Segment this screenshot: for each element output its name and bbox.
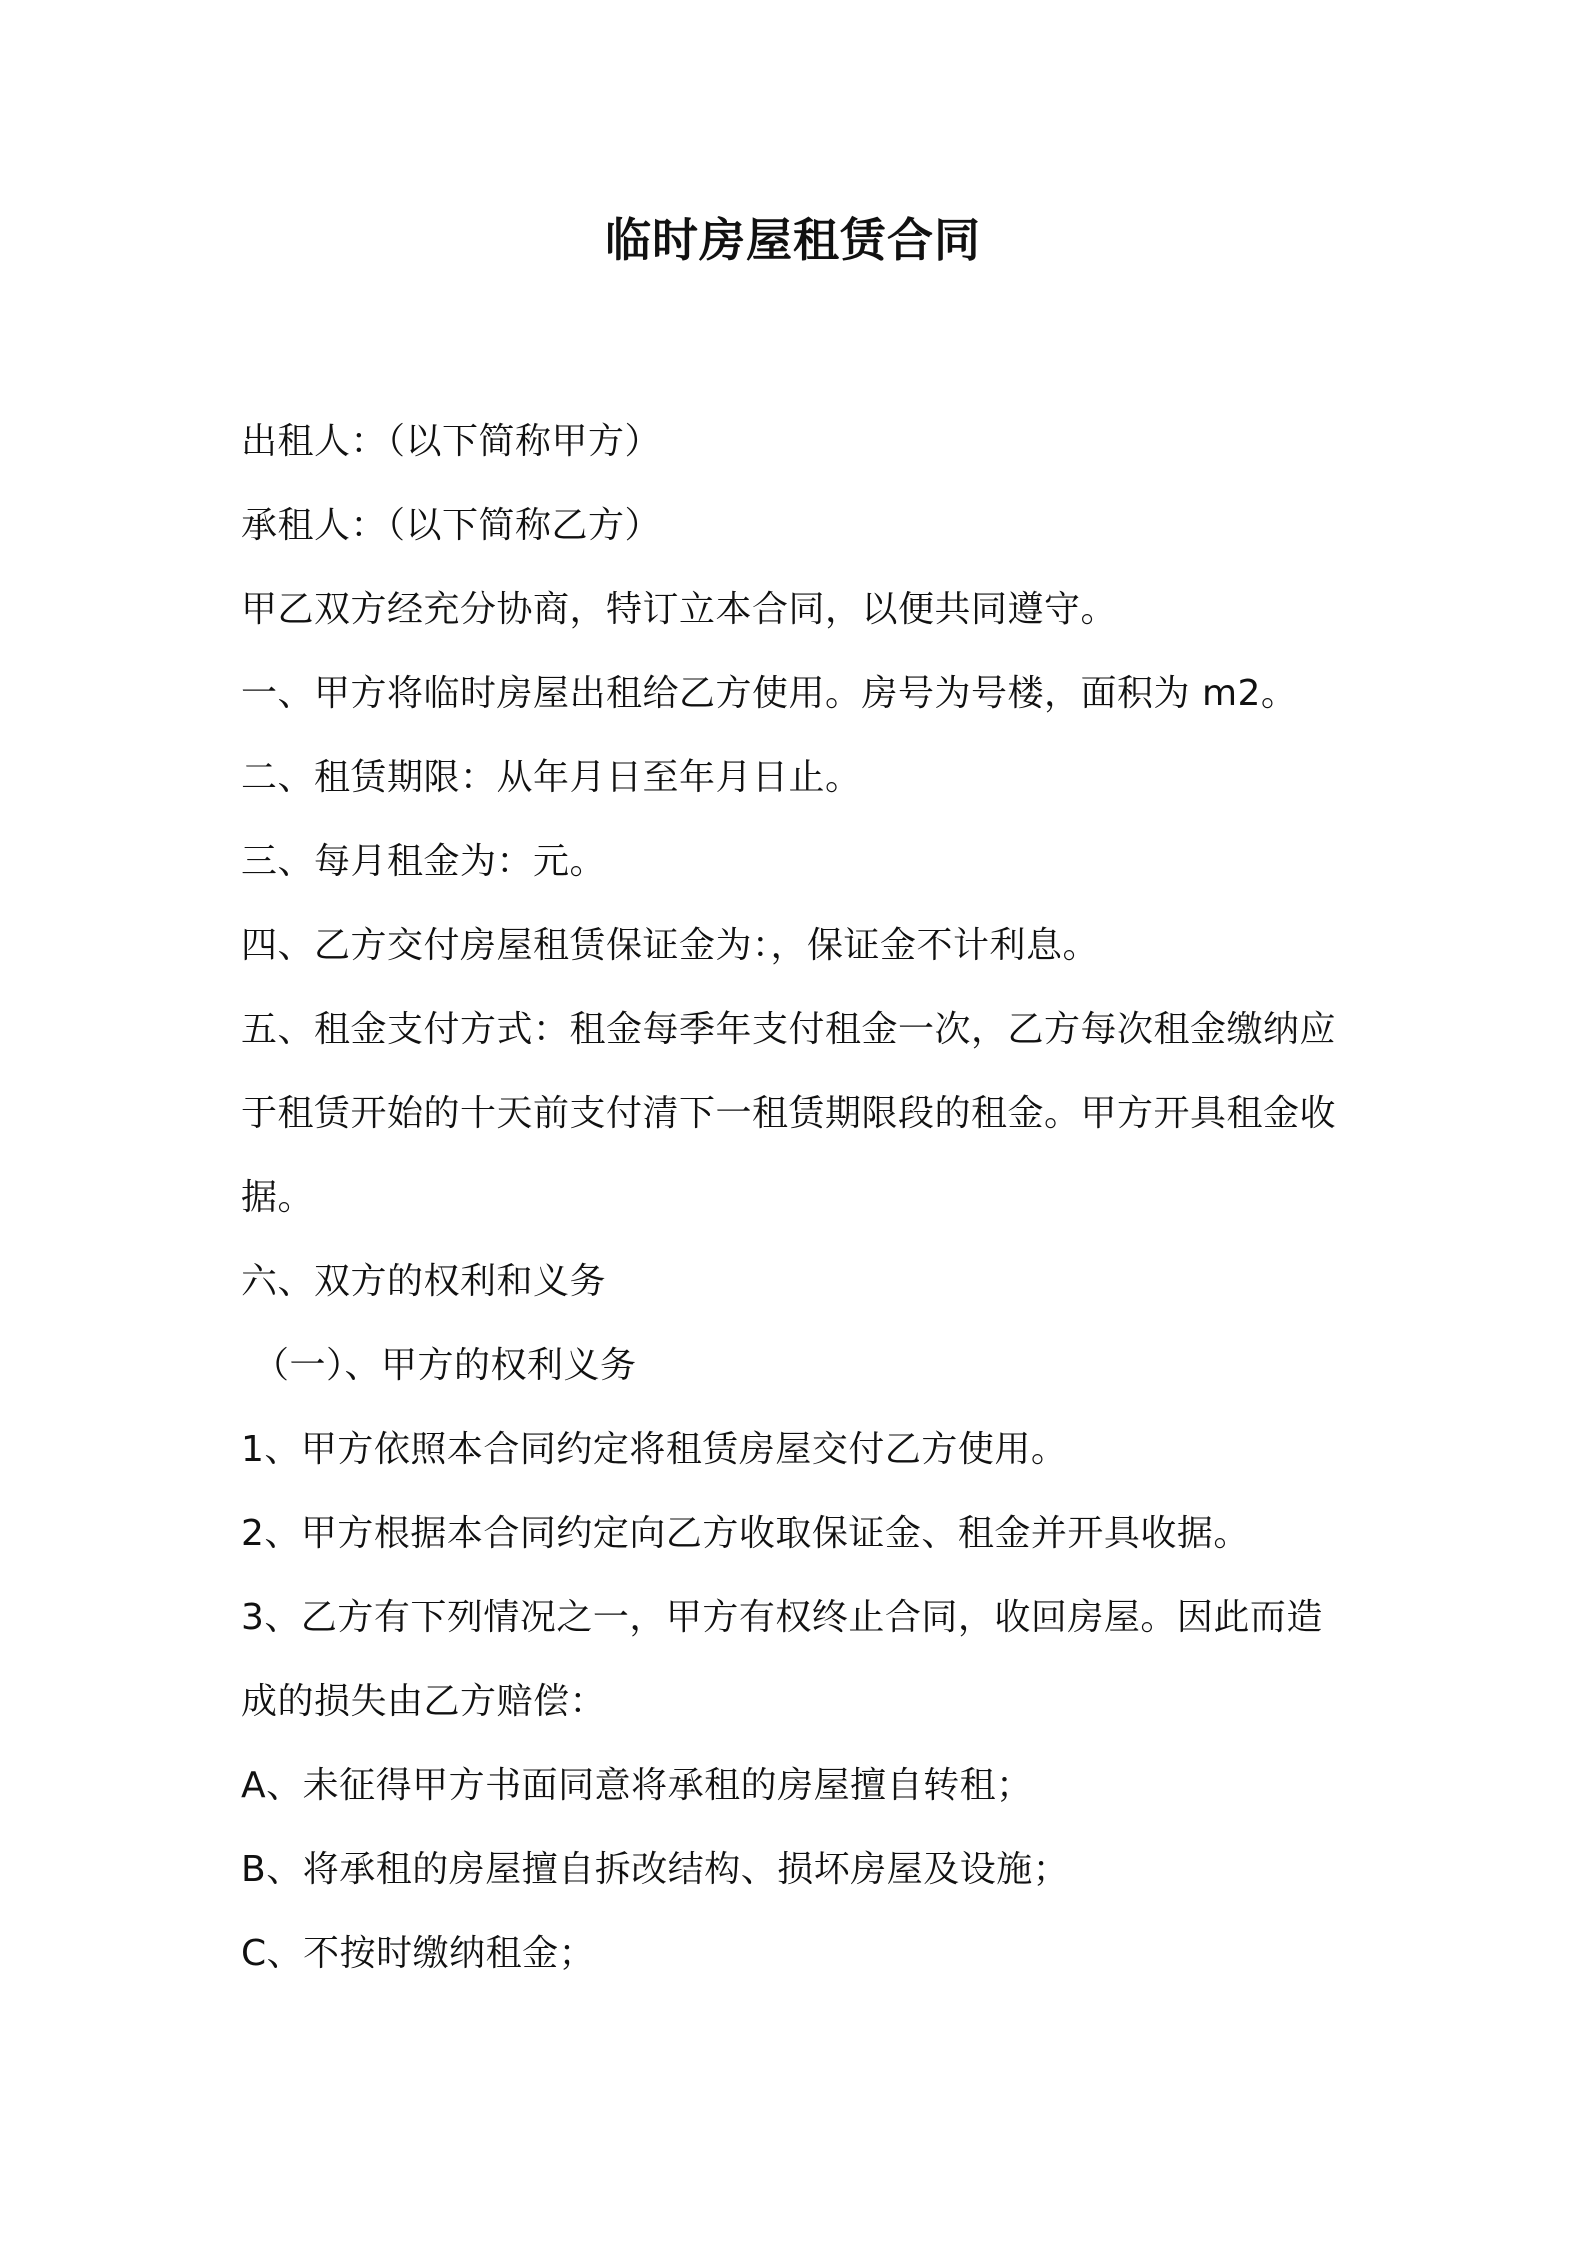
lessee-line: 承租人：（以下简称乙方） bbox=[241, 505, 662, 546]
clause-2: 二、租赁期限：从年月日至年月日止。 bbox=[241, 757, 862, 798]
clause-4: 四、乙方交付房屋租赁保证金为：，保证金不计利息。 bbox=[241, 925, 1100, 966]
item-2: 2、甲方根据本合同约定向乙方收取保证金、租金并开具收据。 bbox=[241, 1513, 1250, 1554]
clause-6-heading: 六、双方的权利和义务 bbox=[241, 1261, 607, 1302]
intro-line: 甲乙双方经充分协商，特订立本合同，以便共同遵守。 bbox=[241, 589, 1118, 630]
item-1: 1、甲方依照本合同约定将租赁房屋交付乙方使用。 bbox=[241, 1429, 1068, 1470]
document-body bbox=[241, 400, 1361, 1996]
item-c: C、不按时缴纳租金； bbox=[241, 1933, 596, 1974]
lessor-line: 出租人：（以下简称甲方） bbox=[241, 421, 662, 462]
subsection-heading: （一）、甲方的权利义务 bbox=[253, 1345, 637, 1386]
clause-5-line-1: 五、租金支付方式：租金每季年支付租金一次，乙方每次租金缴纳应 bbox=[241, 1009, 1337, 1050]
item-a: A、未征得甲方书面同意将承租的房屋擅自转租； bbox=[241, 1765, 1033, 1806]
clause-5-line-2: 于租赁开始的十天前支付清下一租赁期限段的租金。甲方开具租金收 bbox=[241, 1093, 1337, 1134]
item-b: B、将承租的房屋擅自拆改结构、损坏房屋及设施； bbox=[241, 1849, 1070, 1890]
item-3-line-2: 成的损失由乙方赔偿： bbox=[241, 1681, 607, 1722]
clause-1: 一、甲方将临时房屋出租给乙方使用。房号为号楼，面积为 m2。 bbox=[241, 673, 1298, 714]
clause-3: 三、每月租金为：元。 bbox=[241, 841, 607, 882]
document-title: 临时房屋租赁合同 bbox=[605, 213, 981, 267]
clause-5-line-3: 据。 bbox=[241, 1177, 315, 1218]
item-3-line-1: 3、乙方有下列情况之一，甲方有权终止合同，收回房屋。因此而造 bbox=[241, 1597, 1323, 1638]
